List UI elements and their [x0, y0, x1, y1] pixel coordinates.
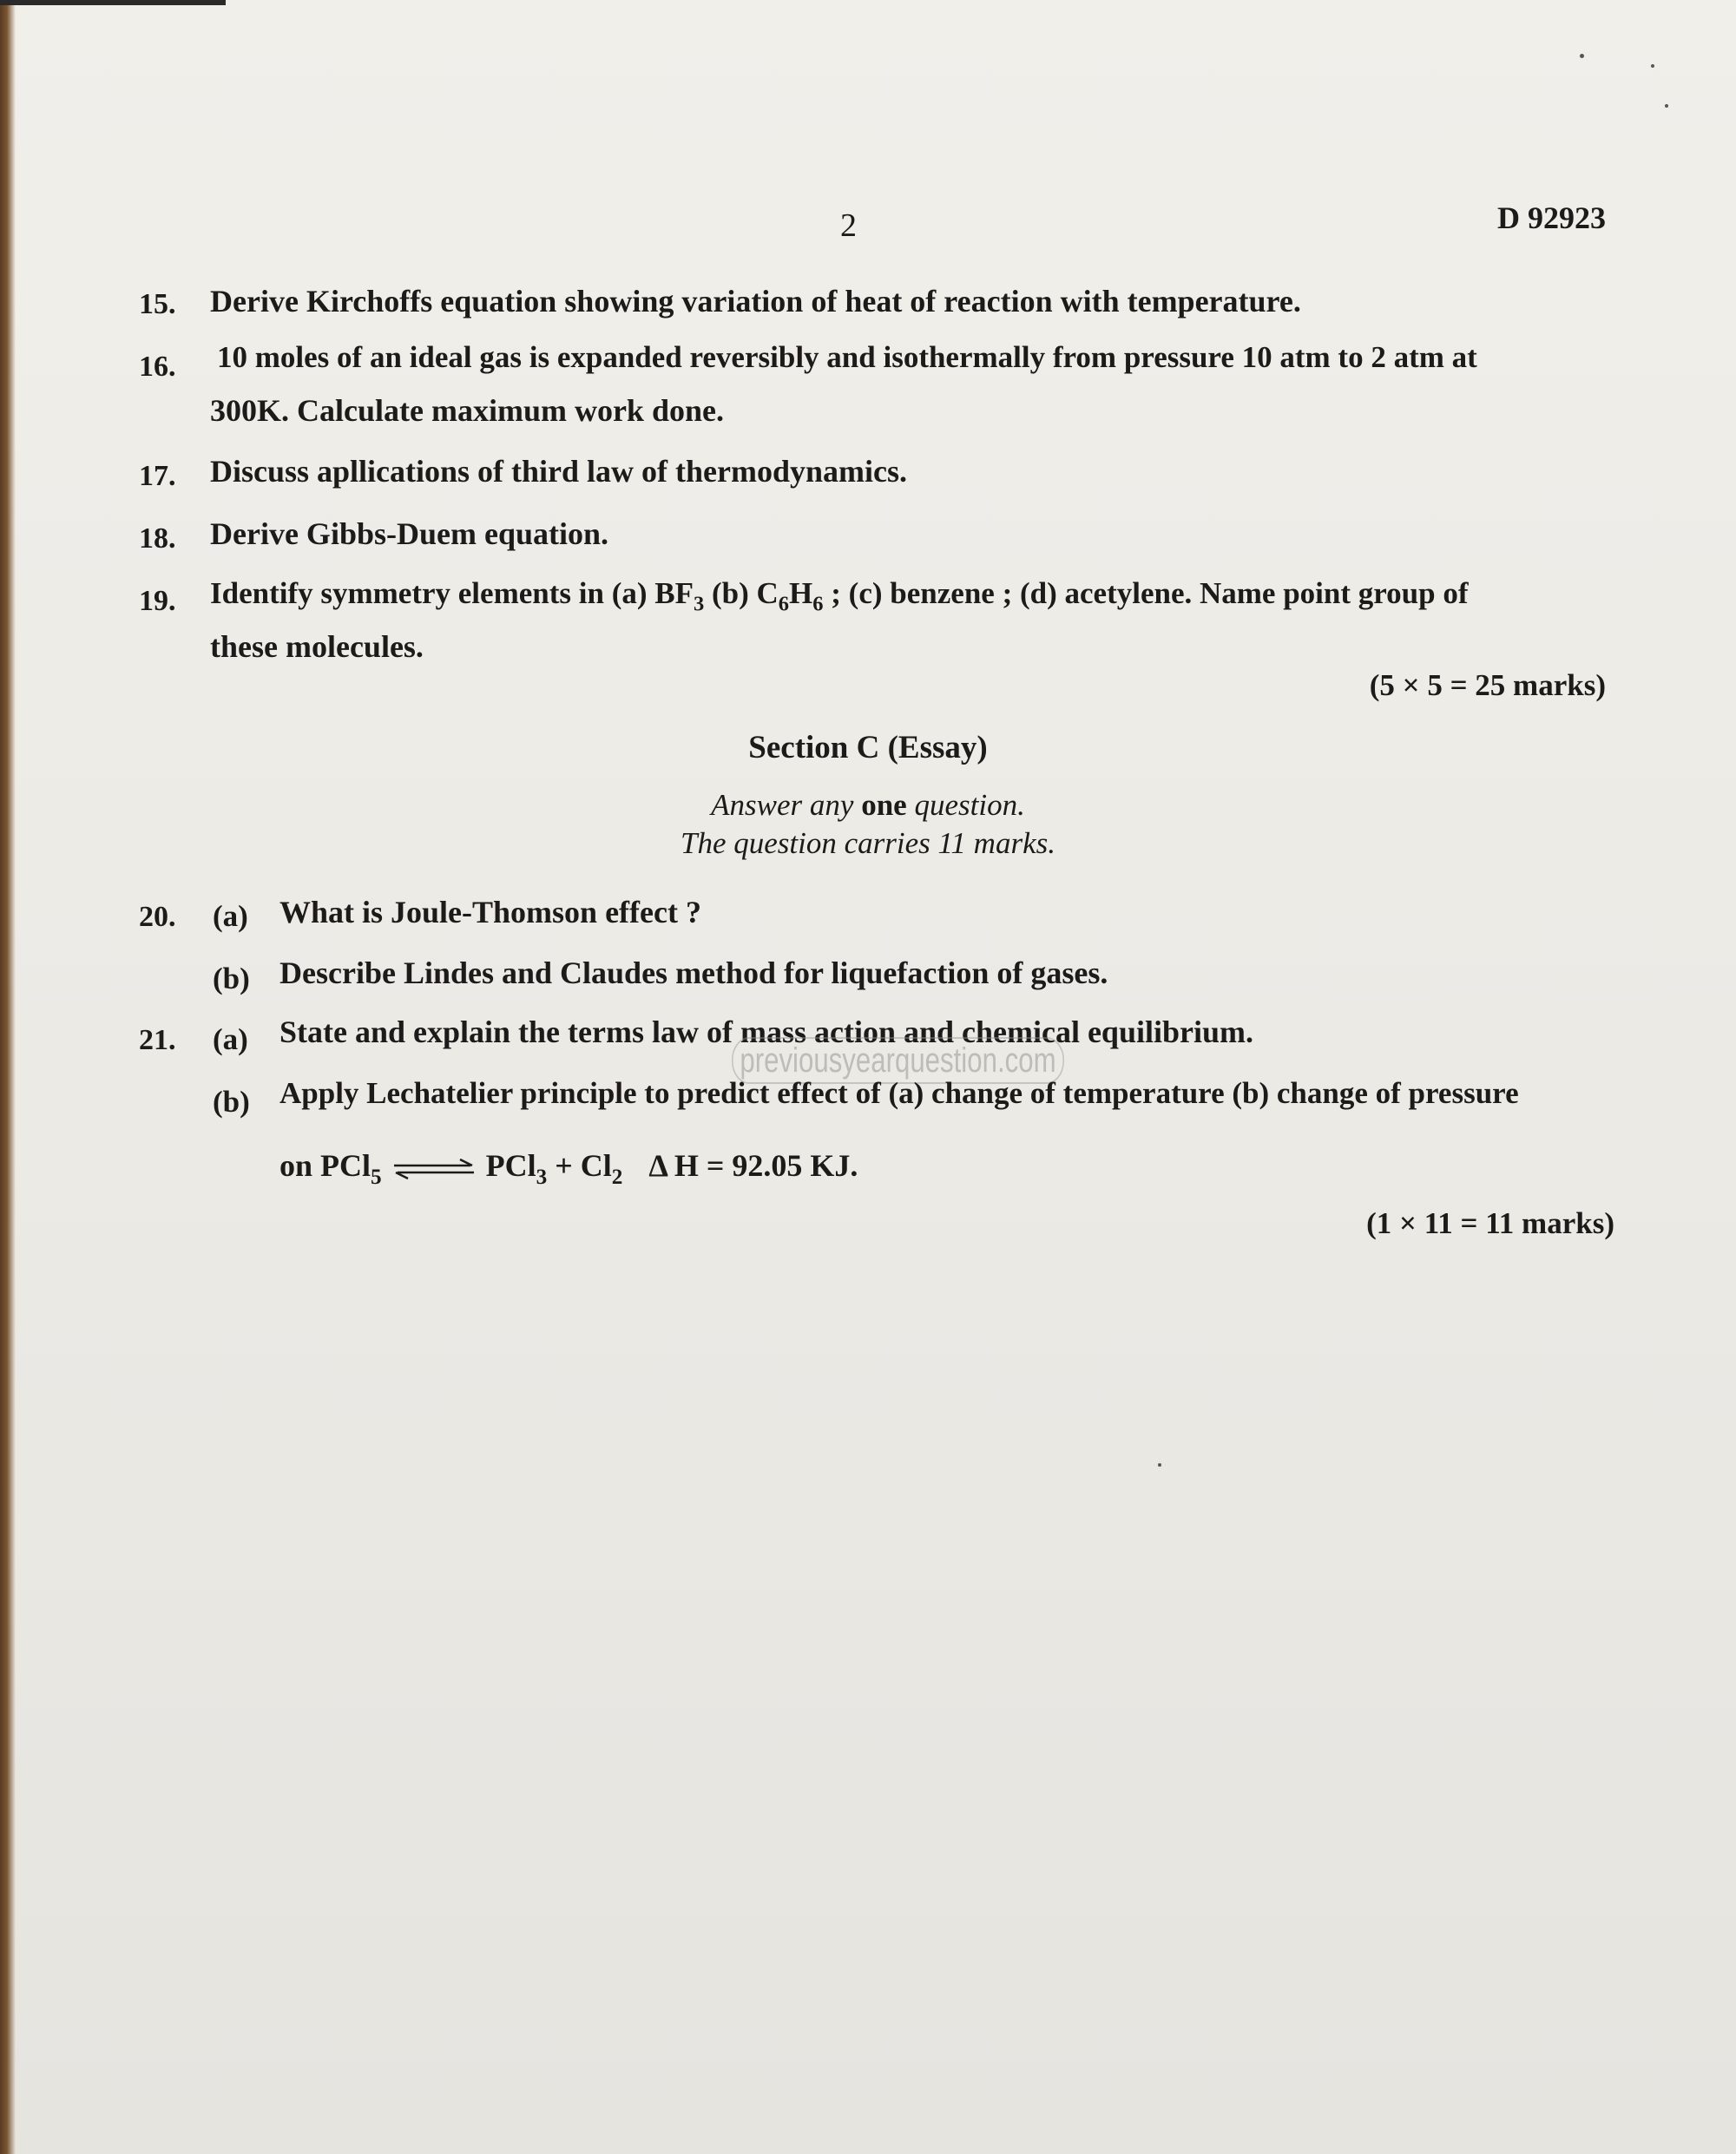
question-number: 18.	[139, 522, 176, 555]
question-number: 19.	[139, 585, 176, 617]
section-title: Section C (Essay)	[748, 730, 988, 765]
question-text: Apply Lechatelier principle to predict effect of (a) change of temperature (b) change of pressure	[279, 1076, 1519, 1110]
page-shadow-edge	[0, 0, 16, 2154]
section-b-marks: (5 × 5 = 25 marks)	[1369, 668, 1606, 702]
page-number: 2	[840, 207, 857, 244]
question-number: 17.	[139, 460, 176, 492]
question-number: 16.	[139, 351, 176, 383]
question-text: Identify symmetry elements in (a) $BF_3$ (b) $C_6H_6$ ; (c) benzene ; (d) acetylene. Name point group of	[210, 576, 1469, 616]
section-instruction: Answer any one question.	[711, 788, 1025, 822]
question-text: 10 moles of an ideal gas is expanded reversibly and isothermally from pressure 10 atm to 2 atm at	[217, 340, 1477, 374]
sub-question-label: (b)	[213, 962, 250, 995]
question-text: What is Joule-Thomson effect ?	[279, 895, 701, 929]
page-top-edge	[0, 0, 226, 5]
sub-question-label: (a)	[213, 899, 248, 933]
chemical-equation: on PCl$_5$ $PCl_3 + Cl_2$ Δ H = 92.05 KJ.	[279, 1148, 858, 1189]
section-c-marks: (1 × 11 = 11 marks)	[1366, 1206, 1614, 1240]
question-text: Discuss apllications of third law of thermodynamics.	[210, 454, 908, 489]
question-text: Describe Lindes and Claudes method for liquefaction of gases.	[279, 956, 1108, 990]
scan-speck	[1158, 1463, 1161, 1467]
section-instruction: The question carries 11 marks.	[681, 826, 1055, 860]
paper-code: D 92923	[1497, 200, 1606, 235]
scan-speck	[1580, 54, 1584, 58]
question-number: 21.	[139, 1024, 176, 1056]
scan-speck	[1651, 64, 1654, 68]
scan-speck	[1665, 104, 1668, 108]
equilibrium-arrow-icon	[392, 1158, 476, 1180]
question-text: Derive Kirchoffs equation showing variation of heat of reaction with temperature.	[210, 284, 1301, 319]
watermark: previousyearquestion.com	[732, 1037, 1064, 1084]
question-number: 20.	[139, 901, 176, 933]
question-text: State and explain the terms law of mass action and chemical equilibrium.	[279, 1015, 1253, 1049]
question-text: 300K. Calculate maximum work done.	[210, 393, 724, 428]
question-text: Derive Gibbs-Duem equation.	[210, 516, 608, 551]
question-text: these molecules.	[210, 629, 424, 664]
sub-question-label: (b)	[213, 1085, 250, 1119]
sub-question-label: (a)	[213, 1022, 248, 1056]
question-number: 15.	[139, 288, 176, 320]
